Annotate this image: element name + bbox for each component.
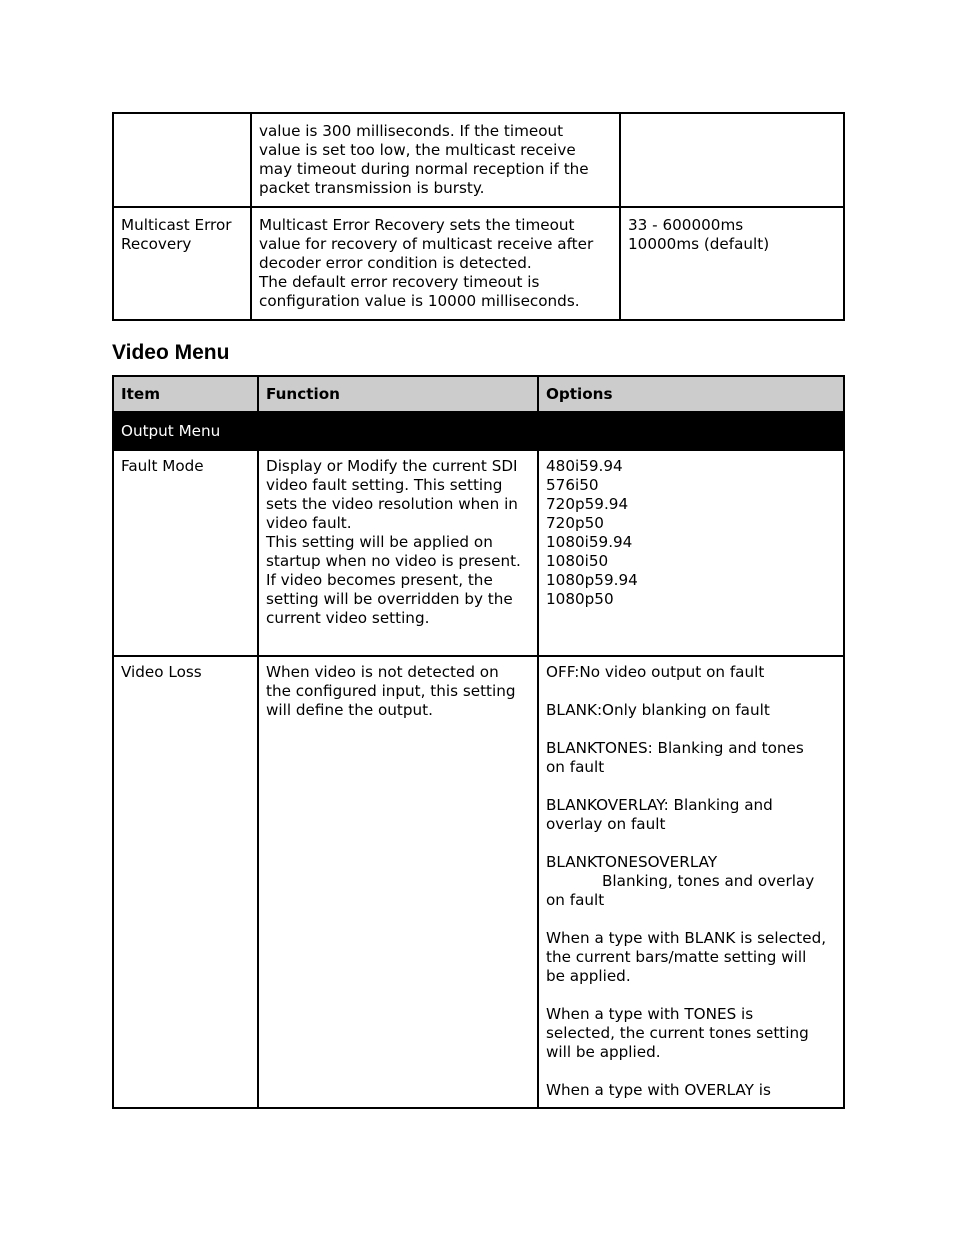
spacer: [546, 777, 837, 796]
option-value: 720p59.94: [546, 495, 629, 513]
spacer: [546, 986, 837, 1005]
options-cell: [538, 656, 844, 1108]
video-menu-table: [112, 375, 845, 1109]
text-line: video fault setting. This setting: [266, 476, 503, 494]
table-row: [113, 450, 844, 656]
output-menu-label: Output Menu: [113, 412, 844, 450]
option-text: will be applied.: [546, 1043, 661, 1061]
option-text: overlay on fault: [546, 815, 666, 833]
text-line: packet transmission is bursty.: [259, 179, 485, 197]
text-line: Multicast Error: [121, 216, 232, 234]
text-line: This setting will be applied on: [266, 533, 493, 551]
option-text: on fault: [546, 758, 605, 776]
section-heading: Video Menu: [112, 341, 230, 364]
text-line: setting will be overridden by the: [266, 590, 513, 608]
option-text: the current bars/matte setting will: [546, 948, 807, 966]
text-line: startup when no video is present.: [266, 552, 521, 570]
text-line: Recovery: [121, 235, 192, 253]
text-line: Multicast Error Recovery sets the timeout: [259, 216, 575, 234]
options-cell: [620, 113, 844, 207]
text-line: video fault.: [266, 514, 352, 532]
header-item: Item: [113, 376, 258, 412]
text-line: When video is not detected on: [266, 663, 499, 681]
option-value: 576i50: [546, 476, 599, 494]
table-row: [113, 207, 844, 320]
item-cell: Fault Mode: [113, 450, 258, 656]
header-options: Options: [538, 376, 844, 412]
text-line: 33 - 600000ms: [628, 216, 744, 234]
text-line: 10000ms (default): [628, 235, 770, 253]
function-cell: [251, 113, 620, 207]
options-cell: [620, 207, 844, 320]
text-line: may timeout during normal reception if the: [259, 160, 589, 178]
option-text: When a type with BLANK is selected,: [546, 929, 827, 947]
text-line: value is set too low, the multicast receive: [259, 141, 576, 159]
option-text: be applied.: [546, 967, 631, 985]
option-value: 1080p59.94: [546, 571, 638, 589]
text-line: decoder error condition is detected.: [259, 254, 532, 272]
table-row: [113, 113, 844, 207]
table-row: [113, 656, 844, 1108]
option-text: When a type with OVERLAY is: [546, 1081, 771, 1099]
text-line: If video becomes present, the: [266, 571, 493, 589]
section-row: [113, 412, 844, 450]
spacer: [546, 682, 837, 701]
text-line: will define the output.: [266, 701, 433, 719]
text-line: Display or Modify the current SDI: [266, 457, 518, 475]
item-cell: Video Loss: [113, 656, 258, 1108]
text-line: The default error recovery timeout is: [259, 273, 540, 291]
option-text: BLANKTONESOVERLAY: [546, 853, 718, 871]
spacer: [546, 1062, 837, 1081]
option-text: Blanking, tones and overlay: [602, 872, 815, 890]
text-line: value for recovery of multicast receive after: [259, 235, 594, 253]
spacer: [546, 720, 837, 739]
function-cell: [258, 450, 538, 656]
option-text: OFF:No video output on fault: [546, 663, 765, 681]
text-line: value is 300 milliseconds. If the timeout: [259, 122, 564, 140]
options-cell: [538, 450, 844, 656]
option-text: When a type with TONES is: [546, 1005, 754, 1023]
text-line: configuration value is 10000 milliseconds.: [259, 292, 580, 310]
text-line: the configured input, this setting: [266, 682, 516, 700]
item-cell: [113, 113, 251, 207]
function-cell: [251, 207, 620, 320]
function-cell: [258, 656, 538, 1108]
option-value: 1080p50: [546, 590, 614, 608]
header-function: Function: [258, 376, 538, 412]
header-row: [113, 376, 844, 412]
text-line: current video setting.: [266, 609, 430, 627]
option-text: selected, the current tones setting: [546, 1024, 809, 1042]
option-text: BLANK:Only blanking on fault: [546, 701, 770, 719]
option-text: BLANKOVERLAY: Blanking and: [546, 796, 773, 814]
option-value: 720p50: [546, 514, 604, 532]
option-text: on fault: [546, 891, 605, 909]
option-value: 480i59.94: [546, 457, 623, 475]
continued-table: [112, 112, 845, 321]
option-text: BLANKTONES: Blanking and tones: [546, 739, 804, 757]
spacer: [546, 834, 837, 853]
spacer: [546, 910, 837, 929]
text-line: sets the video resolution when in: [266, 495, 518, 513]
option-value: 1080i59.94: [546, 533, 633, 551]
item-cell: [113, 207, 251, 320]
option-value: 1080i50: [546, 552, 609, 570]
